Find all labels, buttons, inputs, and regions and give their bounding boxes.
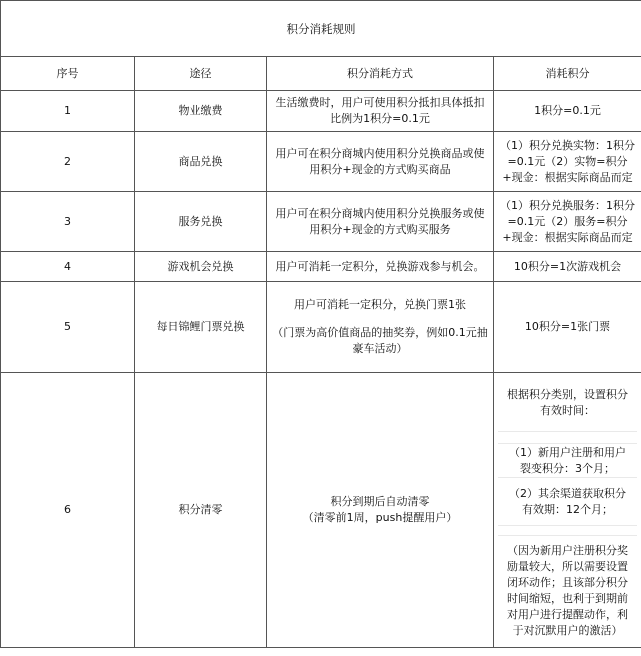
row-no: 6: [1, 373, 135, 648]
points-text: （1）积分兑换服务：1积分=0.1元（2）服务=积分+现金：根据实际商品而定: [500, 198, 635, 244]
header-no: 序号: [1, 57, 135, 91]
points-rule-2: （2）其余渠道获取积分有效期：12个月；: [498, 478, 637, 526]
method-text: 用户可在积分商城内使用积分兑换服务或使用积分+现金的方式购买服务: [275, 206, 485, 236]
header-channel: 途径: [135, 57, 267, 91]
row-method: [267, 252, 494, 282]
table-row: [1, 91, 641, 132]
row-no: 2: [1, 132, 135, 192]
row-method: [267, 132, 494, 192]
points-reason: （因为新用户注册积分奖励量较大，所以需要设置闭环动作；且该部分积分时间缩短，也利于到期前对用户进行提醒动作，利于对沉默用户的激活）: [507, 544, 628, 637]
row-points: [494, 373, 641, 648]
row-method: [267, 282, 494, 373]
row-channel: 积分清零: [135, 373, 267, 648]
row-no: 1: [1, 91, 135, 132]
method-text: 用户可消耗一定积分，兑换游戏参与机会。: [275, 259, 485, 273]
row-no: 4: [1, 252, 135, 282]
points-text: 1积分=0.1元: [534, 104, 601, 117]
table-row: [1, 373, 641, 648]
row-method: [267, 192, 494, 252]
table-row: [1, 192, 641, 252]
points-text: （1）积分兑换实物：1积分=0.1元（2）实物=积分+现金：根据实际商品而定: [500, 138, 635, 184]
row-points: [494, 252, 641, 282]
row-points: [494, 132, 641, 192]
method-note: （门票为高价值商品的抽奖券，例如0.1元抽豪车活动）: [272, 326, 488, 355]
method-text: 积分到期后自动清零: [330, 495, 430, 508]
points-blank: [498, 526, 637, 536]
row-channel: 商品兑换: [135, 132, 267, 192]
row-points: [494, 192, 641, 252]
row-channel: 每日锦鲤门票兑换: [135, 282, 267, 373]
points-blank: [498, 432, 637, 444]
title-row: [1, 1, 641, 57]
table-row: [1, 252, 641, 282]
table-row: [1, 132, 641, 192]
points-text: 10积分=1次游戏机会: [513, 259, 622, 273]
row-no: 3: [1, 192, 135, 252]
row-channel: 服务兑换: [135, 192, 267, 252]
table-title: 积分消耗规则: [1, 1, 641, 57]
points-intro: 根据积分类别，设置积分有效时间：: [498, 374, 637, 432]
method-text: 生活缴费时，用户可使用积分抵扣具体抵扣比例为1积分=0.1元: [275, 96, 485, 125]
method-note: （清零前1周，push提醒用户）: [302, 511, 458, 524]
method-text: 用户可消耗一定积分，兑换门票1张: [294, 298, 466, 311]
row-channel: 物业缴费: [135, 91, 267, 132]
row-points: [494, 91, 641, 132]
row-channel: 游戏机会兑换: [135, 252, 267, 282]
row-no: 5: [1, 282, 135, 373]
row-points: [494, 282, 641, 373]
points-rule-1: （1）新用户注册和用户裂变积分：3个月；: [498, 444, 637, 478]
table-row: [1, 282, 641, 373]
header-row: [1, 57, 641, 91]
row-method: [267, 91, 494, 132]
points-text: 10积分=1张门票: [524, 320, 611, 333]
method-text: 用户可在积分商城内使用积分兑换商品或使用积分+现金的方式购买商品: [275, 146, 485, 176]
row-method: [267, 373, 494, 648]
header-points: 消耗积分: [494, 57, 641, 91]
header-method: 积分消耗方式: [267, 57, 494, 91]
